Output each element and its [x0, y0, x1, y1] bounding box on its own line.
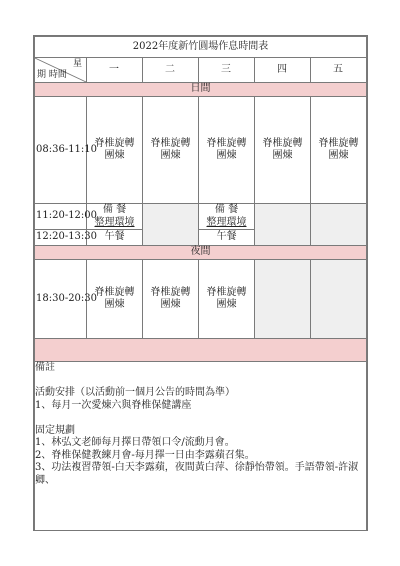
- day-header-tue: 二: [143, 58, 199, 83]
- activity-cell: 脊椎旋轉 團煉: [87, 97, 143, 204]
- meal-prep-cell: 備 餐 整理環境: [87, 204, 143, 230]
- blank-band: [35, 339, 367, 362]
- section-day-label: 日間: [35, 83, 367, 97]
- fixed-plan-item: 2、脊椎保健教練月會-每月擇一日由李露蘋召集。: [35, 449, 255, 461]
- corner-time-label: 期 時間: [37, 69, 67, 80]
- corner-header: [35, 58, 87, 83]
- lunch-cell: 午餐: [199, 230, 255, 246]
- activity-cell: 脊椎旋轉 團煉: [255, 97, 311, 204]
- time-slot-night: 18:30-20:30: [35, 260, 87, 339]
- day-header-wed: 三: [199, 58, 255, 83]
- time-slot-lunch: 12:20-13:30: [35, 230, 87, 246]
- schedule-table: [34, 36, 367, 531]
- empty-cell: [311, 204, 367, 246]
- activity-cell: 脊椎旋轉 團煉: [143, 97, 199, 204]
- day-header-fri: 五: [311, 58, 367, 83]
- section-night-label: 夜間: [35, 246, 367, 260]
- empty-cell: [255, 260, 311, 339]
- activity-heading: 活動安排（以活動前一個月公告的時間為準）: [35, 387, 235, 398]
- time-slot-prep: 11:20-12:00: [35, 204, 87, 230]
- empty-cell: [311, 260, 367, 339]
- activity-cell: 脊椎旋轉 團煉: [311, 97, 367, 204]
- fixed-plan-item: 3、功法複習帶領-白天李露蘋，夜間黃白萍、徐靜怡帶領。手語帶領-許淑卿、: [35, 462, 359, 486]
- notes-section: [35, 362, 367, 532]
- day-header-mon: 一: [87, 58, 143, 83]
- activity-cell: 脊椎旋轉 團煉: [143, 260, 199, 339]
- schedule-document: [33, 35, 368, 531]
- activity-cell: 脊椎旋轉 團煉: [199, 97, 255, 204]
- time-slot-morning: 08:36-11:10: [35, 97, 87, 204]
- day-header-thu: 四: [255, 58, 311, 83]
- document-title: 2022年度新竹圓場作息時間表: [35, 37, 367, 58]
- activity-cell: 脊椎旋轉 團煉: [87, 260, 143, 339]
- notes-heading: 備註: [35, 362, 55, 373]
- corner-weekday-label: 星: [72, 59, 82, 69]
- empty-cell: [143, 204, 199, 246]
- fixed-plan-item: 1、林弘文老師每月擇日帶領口令/流動月會。: [35, 437, 235, 448]
- meal-prep-cell: 備 餐 整理環境: [199, 204, 255, 230]
- activity-item: 1、每月一次愛煉六與脊椎保健講座: [35, 399, 192, 411]
- activity-cell: 脊椎旋轉 團煉: [199, 260, 255, 339]
- fixed-plan-heading: 固定規劃: [35, 424, 75, 436]
- lunch-cell: 午餐: [87, 230, 143, 246]
- empty-cell: [255, 204, 311, 246]
